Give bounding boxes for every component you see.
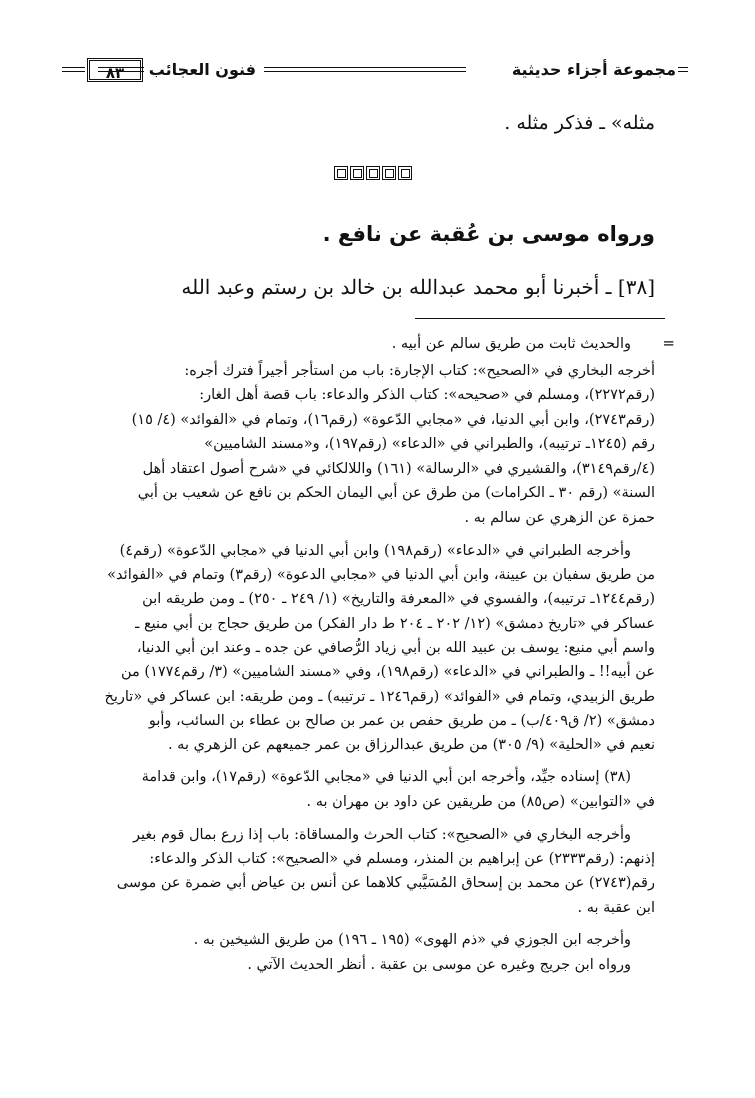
footnote-line: (رقم١٢٤٤ـ ترتيبه)، والفسوي في «المعرفة والتاريخ» (١/ ٢٤٩ ـ ٢٥٠) ـ ومن طريقه ابن [142,591,655,607]
footnote-line: رقم (١٢٤٥ـ ترتيبه)، والطبراني في «الدعاء» (رقم١٩٧)، و«مسند الشاميين» [204,436,655,452]
footnote-line: ابن عقبة به . [577,900,655,916]
header-book-title: مجموعة أجزاء حديثية [511,60,676,79]
footnote-line: طريق الزبيدي، وتمام في «الفوائد» (رقم١٢٤٦ ـ ترتيبه) ـ ومن طريقه: ابن عساكر في «تاريخ [104,689,655,705]
separator-square-icon [350,166,364,180]
footnote-line: عساكر في «تاريخ دمشق» (١٢/ ٢٠٢ ـ ٢٠٤ ط دار الفكر) من طريق حجاج بن أبي منيع ـ [135,616,655,632]
footnote-line: من طريق سفيان بن عيينة، وابن أبي الدنيا في «مجابي الدعوة» (رقم٣) وتمام في «الفوائد» [107,567,655,583]
section-separator [334,166,420,182]
footnote-line: في «التوابين» (ص٨٥) من طريقين عن داود بن مهران به . [306,794,655,810]
section-heading: ورواه موسى بن عُقبة عن نافع . [322,222,655,246]
footnote-line: رقم(٢٧٤٣) عن محمد بن إسحاق المُسَيَّبي كلاهما عن أنس بن عياض أبي ضمرة عن موسى [116,875,655,891]
footnote-line: نعيم في «الحلية» (٩/ ٣٠٥) من طريق عبدالرزاق بن عمر جميعهم عن الزهري به . [167,737,655,753]
footnote-line: إذنهم: (رقم٢٣٣٣) عن إبراهيم بن المنذر، ومسلم في «الصحيح»: كتاب الذكر والدعاء: [149,851,655,867]
separator-square-icon [334,166,348,180]
header-section-title: فنون العجائب [148,60,256,79]
footnote-line: أخرجه البخاري في «الصحيح»: كتاب الإجارة: باب من استأجر أجيراً فترك أجره: [184,363,655,379]
footnote-line: (رقم٢٧٤٣)، وابن أبي الدنيا، في «مجابي الدّعوة» (رقم١٦)، وتمام في «الفوائد» (٤/ ١٥) [131,412,655,428]
header-rule [62,67,85,72]
separator-square-icon [366,166,380,180]
separator-square-icon [382,166,396,180]
page-number: ٨٣ [87,58,143,82]
separator-square-icon [398,166,412,180]
footnote-line: دمشق» (٢/ ق٤٠٩/ب) ـ من طريق حفص بن عمر بن صالح بن عطاء بن السائب، وأبو [148,713,655,729]
footnote-line: السنة» (رقم ٣٠ ـ الكرامات) من طرق عن أبي اليمان الحكم بن نافع عن شعيب بن أبي [137,485,655,501]
header-rule [678,67,688,72]
footnote-line: عن أبيه!! ـ والطبراني في «الدعاء» (رقم١٩٨)، وفي «مسند الشاميين» (٣/ رقم١٧٧٤) من [120,664,655,680]
footnote-continuation-marker: = [662,334,675,352]
footnote-line: واسم أبي منيع: يوسف بن عبيد الله بن أبي زياد الرُّصافي عن جده ـ وعند ابن أبي الدنيا، [136,640,655,656]
footnote-rule [415,318,665,319]
header-rule [264,67,466,72]
footnote-line: وأخرجه ابن الجوزي في «ذم الهوى» (١٩٥ ـ ١٩٦) من طريق الشيخين به . [193,932,631,948]
footnote-line: وأخرجه الطبراني في «الدعاء» (رقم١٩٨) وابن أبي الدنيا في «مجابي الدّعوة» (رقم٤) [119,543,631,559]
footnote-line: (رقم٢٢٧٢)، ومسلم في «صحيحه»: كتاب الذكر والدعاء: باب قصة أهل الغار: [199,387,655,403]
running-header [62,58,688,86]
text-line: مثله» ـ فذكر مثله . [504,112,655,134]
footnote-line: والحديث ثابت من طريق سالم عن أبيه . [391,336,631,352]
hadith-isnad: [٣٨] ـ أخبرنا أبو محمد عبدالله بن خالد بن رستم وعبد الله [181,275,655,299]
footnote-line: حمزة عن الزهري عن سالم به . [464,510,655,526]
footnote-line: (٣٨) إسناده جيِّد، وأخرجه ابن أبي الدنيا في «مجابي الدّعوة» (رقم١٧)، وابن قدامة [141,769,631,785]
footnote-line: (٤/رقم٣١٤٩)، والقشيري في «الرسالة» (١٦١) واللالكائي في «شرح أصول اعتقاد أهل [142,461,655,477]
footnote-line: وأخرجه البخاري في «الصحيح»: كتاب الحرث والمساقاة: باب إذا زرع بمال قوم بغير [132,827,631,843]
footnote-line: ورواه ابن جريج وغيره عن موسى بن عقبة . أنظر الحديث الآتي . [247,957,631,973]
